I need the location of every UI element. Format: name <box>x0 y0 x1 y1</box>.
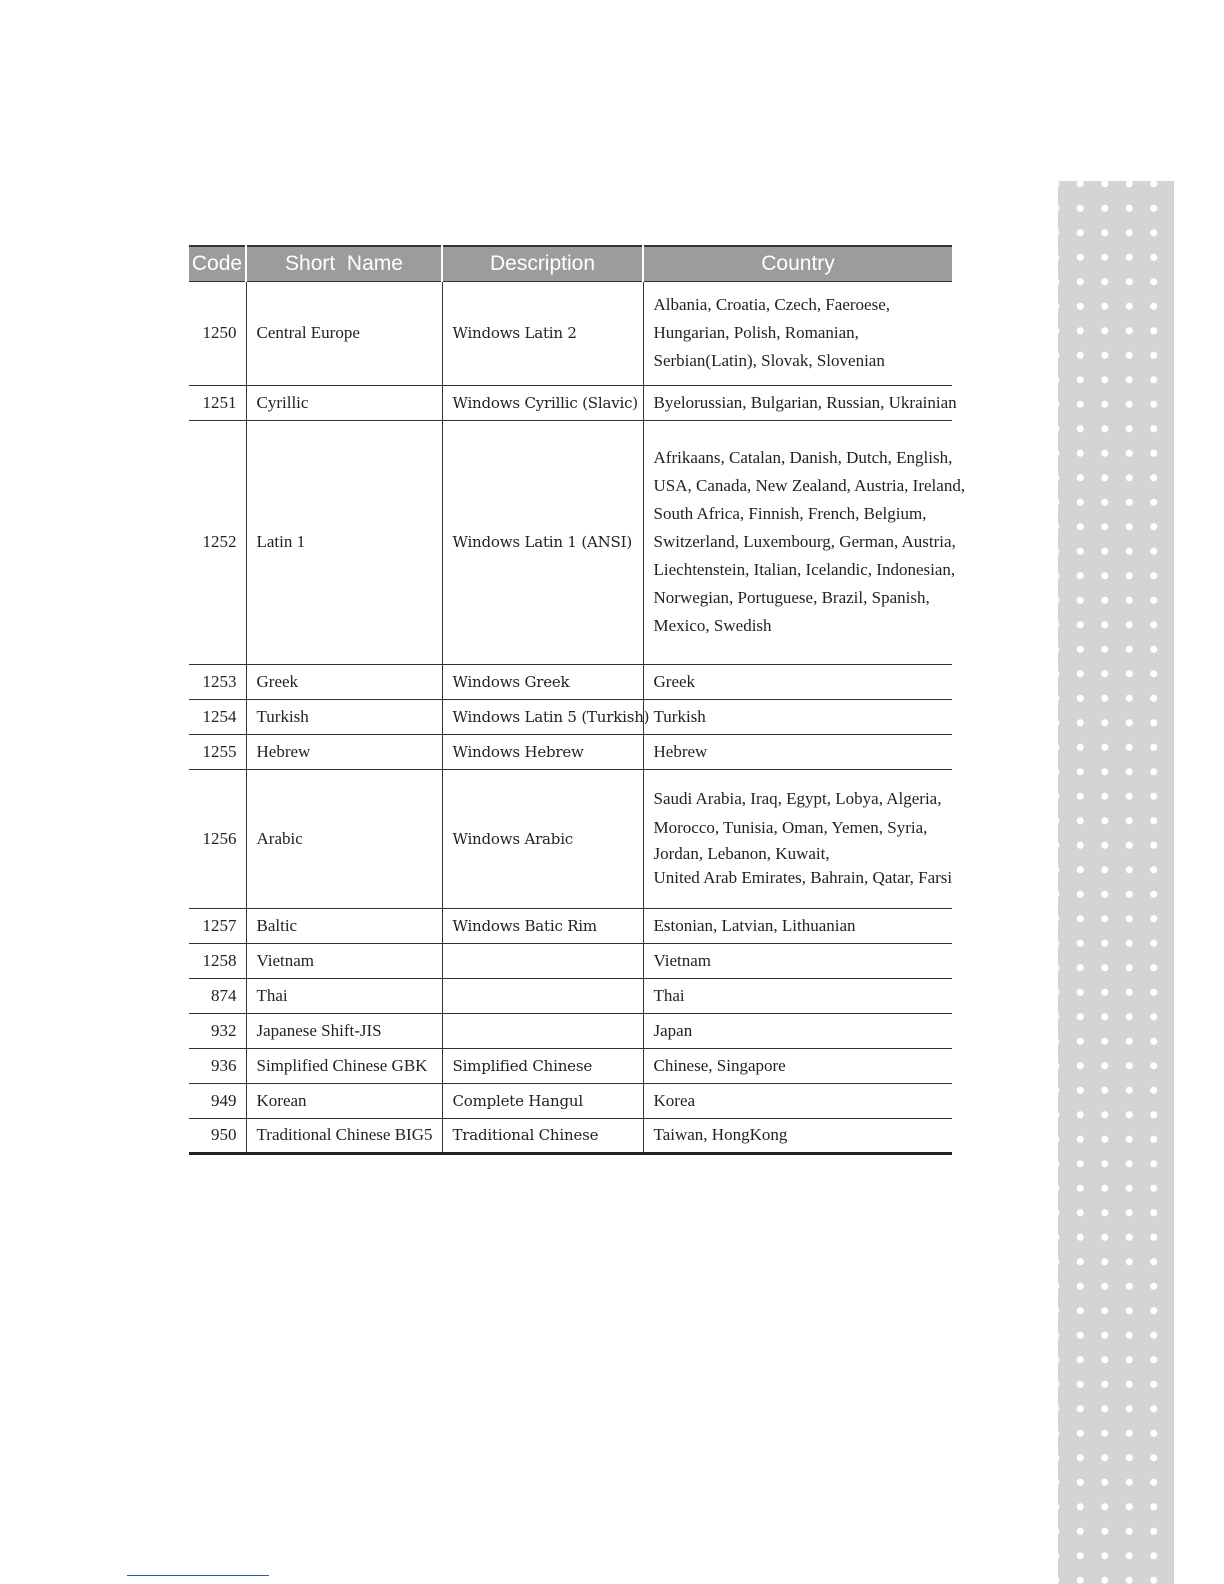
country-line: Greek <box>653 671 696 691</box>
country-line: Thai <box>653 985 685 1005</box>
cell-code: 949 <box>189 1083 246 1118</box>
country-line: Taiwan, HongKong <box>653 1125 788 1144</box>
cell-country <box>643 664 952 699</box>
cell-description <box>442 1013 643 1048</box>
table-header-row <box>189 246 952 281</box>
table-row <box>189 943 952 978</box>
table-row <box>189 978 952 1013</box>
cell-country <box>643 699 952 734</box>
country-line: South Africa, Finnish, French, Belgium, <box>653 504 927 523</box>
table-row <box>189 664 952 699</box>
country-line: Liechtenstein, Italian, Icelandic, Indonesian, <box>653 560 956 579</box>
cell-short-name: Central Europe <box>246 281 442 385</box>
cell-code: 1258 <box>189 943 246 978</box>
country-line: Vietnam <box>653 950 712 970</box>
country-line: Korea <box>653 1090 696 1110</box>
country-line: Saudi Arabia, Iraq, Egypt, Lobya, Algeria, <box>653 789 942 808</box>
cell-country <box>643 943 952 978</box>
table-row <box>189 385 952 420</box>
cell-short-name: Latin 1 <box>246 420 442 664</box>
country-line: Byelorussian, Bulgarian, Russian, Ukrainian <box>653 392 957 412</box>
table-row <box>189 734 952 769</box>
country-line: Morocco, Tunisia, Oman, Yemen, Syria, <box>653 818 928 837</box>
table-row <box>189 1083 952 1118</box>
table-row <box>189 281 952 385</box>
cell-short-name: Korean <box>246 1083 442 1118</box>
cell-description: Windows Latin 2 <box>442 281 643 385</box>
country-line: Albania, Croatia, Czech, Faeroese, <box>653 295 890 314</box>
cell-code: 1255 <box>189 734 246 769</box>
header-description: Description <box>442 246 643 281</box>
cell-country <box>643 281 952 385</box>
cell-code: 936 <box>189 1048 246 1083</box>
country-line: Hebrew <box>653 741 708 761</box>
table-row <box>189 1013 952 1048</box>
cell-code: 1256 <box>189 769 246 908</box>
cell-description: Windows Hebrew <box>442 734 643 769</box>
table-row <box>189 908 952 943</box>
cell-short-name: Baltic <box>246 908 442 943</box>
cell-country <box>643 1083 952 1118</box>
cell-description: Windows Latin 1 (ANSI) <box>442 420 643 664</box>
cell-description: Windows Latin 5 (Turkish) <box>442 699 643 734</box>
cell-description: Windows Cyrillic (Slavic) <box>442 385 643 420</box>
cell-code: 1251 <box>189 385 246 420</box>
cell-short-name: Hebrew <box>246 734 442 769</box>
country-line: Switzerland, Luxembourg, German, Austria, <box>653 532 956 551</box>
cell-description: Simplified Chinese <box>442 1048 643 1083</box>
table-row <box>189 420 952 664</box>
cell-country <box>643 385 957 420</box>
cell-code: 932 <box>189 1013 246 1048</box>
cell-description <box>442 943 643 978</box>
country-line: Jordan, Lebanon, Kuwait, <box>653 844 830 863</box>
country-line: United Arab Emirates, Bahrain, Qatar, Farsi <box>653 868 953 887</box>
cell-country <box>643 1013 952 1048</box>
code-page-table <box>189 245 966 1155</box>
cell-code: 1254 <box>189 699 246 734</box>
cell-description: Windows Batic Rim <box>442 908 643 943</box>
footer-rule <box>127 1575 269 1576</box>
country-line: Mexico, Swedish <box>653 616 772 635</box>
cell-short-name: Japanese Shift-JIS <box>246 1013 442 1048</box>
cell-country <box>643 978 952 1013</box>
cell-description: Complete Hangul <box>442 1083 643 1118</box>
cell-country <box>643 1048 952 1083</box>
cell-country <box>643 908 952 943</box>
cell-short-name: Simplified Chinese GBK <box>246 1048 442 1083</box>
header-country: Country <box>643 246 952 281</box>
cell-description: Windows Greek <box>442 664 643 699</box>
decorative-dot-strip <box>1058 181 1174 1584</box>
cell-description: Traditional Chinese <box>442 1118 643 1153</box>
cell-short-name: Arabic <box>246 769 442 908</box>
cell-short-name: Cyrillic <box>246 385 442 420</box>
cell-code: 874 <box>189 978 246 1013</box>
country-line: Turkish <box>653 706 706 726</box>
table-row <box>189 699 952 734</box>
cell-code: 1257 <box>189 908 246 943</box>
country-line: Japan <box>653 1020 693 1040</box>
cell-country <box>643 769 952 908</box>
cell-short-name: Thai <box>246 978 442 1013</box>
cell-short-name: Vietnam <box>246 943 442 978</box>
cell-code: 1253 <box>189 664 246 699</box>
cell-code: 1250 <box>189 281 246 385</box>
country-line: Hungarian, Polish, Romanian, <box>653 323 859 342</box>
cell-country <box>643 1118 952 1153</box>
cell-code: 950 <box>189 1118 246 1153</box>
header-code: Code <box>189 246 246 281</box>
country-line: Chinese, Singapore <box>653 1055 786 1075</box>
cell-country <box>643 734 952 769</box>
table-row <box>189 769 952 908</box>
country-line: Norwegian, Portuguese, Brazil, Spanish, <box>653 588 930 607</box>
cell-short-name: Traditional Chinese BIG5 <box>246 1118 442 1153</box>
table-row <box>189 1048 952 1083</box>
table-row <box>189 1118 952 1153</box>
cell-short-name: Greek <box>246 664 442 699</box>
country-line: USA, Canada, New Zealand, Austria, Ireland, <box>653 476 966 495</box>
country-line: Serbian(Latin), Slovak, Slovenian <box>653 351 885 370</box>
cell-description <box>442 978 643 1013</box>
cell-country <box>643 420 966 664</box>
cell-code: 1252 <box>189 420 246 664</box>
country-line: Afrikaans, Catalan, Danish, Dutch, English, <box>653 448 953 467</box>
header-short-name: Short Name <box>246 246 442 281</box>
cell-description: Windows Arabic <box>442 769 643 908</box>
cell-short-name: Turkish <box>246 699 442 734</box>
country-line: Estonian, Latvian, Lithuanian <box>653 915 856 935</box>
